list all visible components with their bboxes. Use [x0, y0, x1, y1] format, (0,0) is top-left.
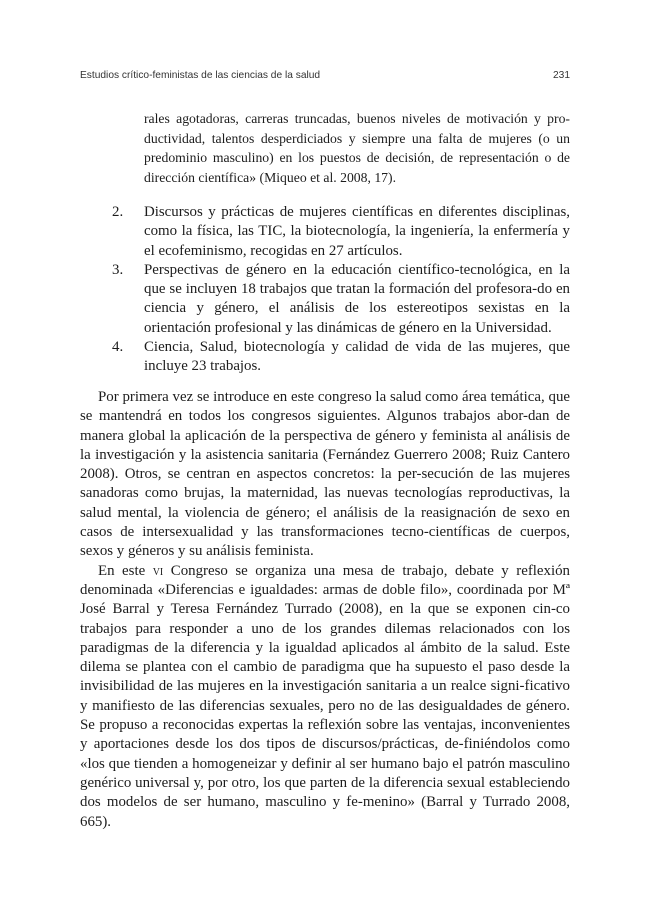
paragraph-2: [80, 562, 570, 832]
paragraph-2-start: En este: [98, 562, 153, 579]
list-item: [112, 261, 570, 338]
list-item-text: Ciencia, Salud, biotecnología y calidad de vida de las mujeres, que incluye 23 trabajos.: [144, 339, 570, 375]
running-header: [80, 70, 570, 81]
paragraph-2-rest: Congreso se organiza una mesa de trabajo, debate y reflexión denominada «Diferencias e igualdades: armas de doble filo», coordinada por Mª José Barral y Teresa Fernández Turrado (2008), en la que se exponen cin-co trabajos para responder a uno de los grandes dilemas relacionados con los paradigmas de la diferencia y la igualdad aplicados al ámbito de la salud. Este dilema se plantea con el cambio de paradigma que ha supuesto el paso desde la invisibilidad de las mujeres en la investigación sanitaria a un realce signi-ficativo y manifiesto de las diferencias sexuales, pero no de las desigualdades de género. Se propuso a reconocidas expertas la reflexión sobre las ventajas, inconvenientes y aportaciones desde los dos tipos de discursos/prácticas, de-finiéndolos como «los que tienden a homogeneizar y definir al ser humano bajo el patrón masculino genérico universal y, por otro, los que parten de la diferencia sexual estableciendo dos modelos de ser humano, masculino y fe-menino» (Barral y Turrado 2008, 665).: [80, 562, 570, 830]
list-item-number: 3.: [112, 261, 124, 278]
list-item: [112, 203, 570, 261]
list-item-text: Discursos y prácticas de mujeres científicas en diferentes disciplinas, como la física, las TIC, la biotecnología, la ingeniería, la enfermería y el ecofeminismo, recogidas en 27 artículos.: [144, 204, 570, 259]
list-item-text: Perspectivas de género en la educación científico-tecnológica, en la que se incluyen 18 trabajos que tratan la formación del profesora-do en ciencia y género, el análisis de los estereotipos sexistas en la orientación profesional y las dinámicas de género en la Universidad.: [144, 261, 570, 336]
roman-numeral: vi: [152, 562, 164, 579]
paragraph-1: Por primera vez se introduce en este congreso la salud como área temática, que se mantendrá en todos los congresos siguientes. Algunos trabajos abor-dan de manera global la aplicación de la perspectiva de género y feminista al análisis de la investigación y la asistencia sanitaria (Fernández Guerrero 2008; Ruiz Cantero 2008). Otros, se centran en aspectos concretos: la per-secución de las mujeres sanadoras como brujas, la maternidad, las nuevas tecnologías reproductivas, la salud mental, la violencia de género; el análisis de la reasignación de sexo en casos de intersexualidad y las transformaciones tecno-científicas de cuerpos, sexos y géneros y su análisis feminista.: [80, 389, 570, 560]
running-title: Estudios crítico-feministas de las ciencias de la salud: [80, 70, 321, 81]
page-number: 231: [553, 70, 570, 81]
list-item-number: 2.: [112, 204, 124, 220]
list-item: [112, 338, 570, 377]
numbered-list: [112, 203, 570, 377]
block-quote: rales agotadoras, carreras truncadas, buenos niveles de motivación y pro-ductividad, talentos desperdiciados y siempre una falta de mujeres (o un predominio masculino) en los puestos de decisión, de representación o de dirección científica» (Miqueo et al. 2008, 17).: [144, 111, 570, 185]
body-text: [80, 388, 570, 832]
list-item-number: 4.: [112, 339, 124, 356]
